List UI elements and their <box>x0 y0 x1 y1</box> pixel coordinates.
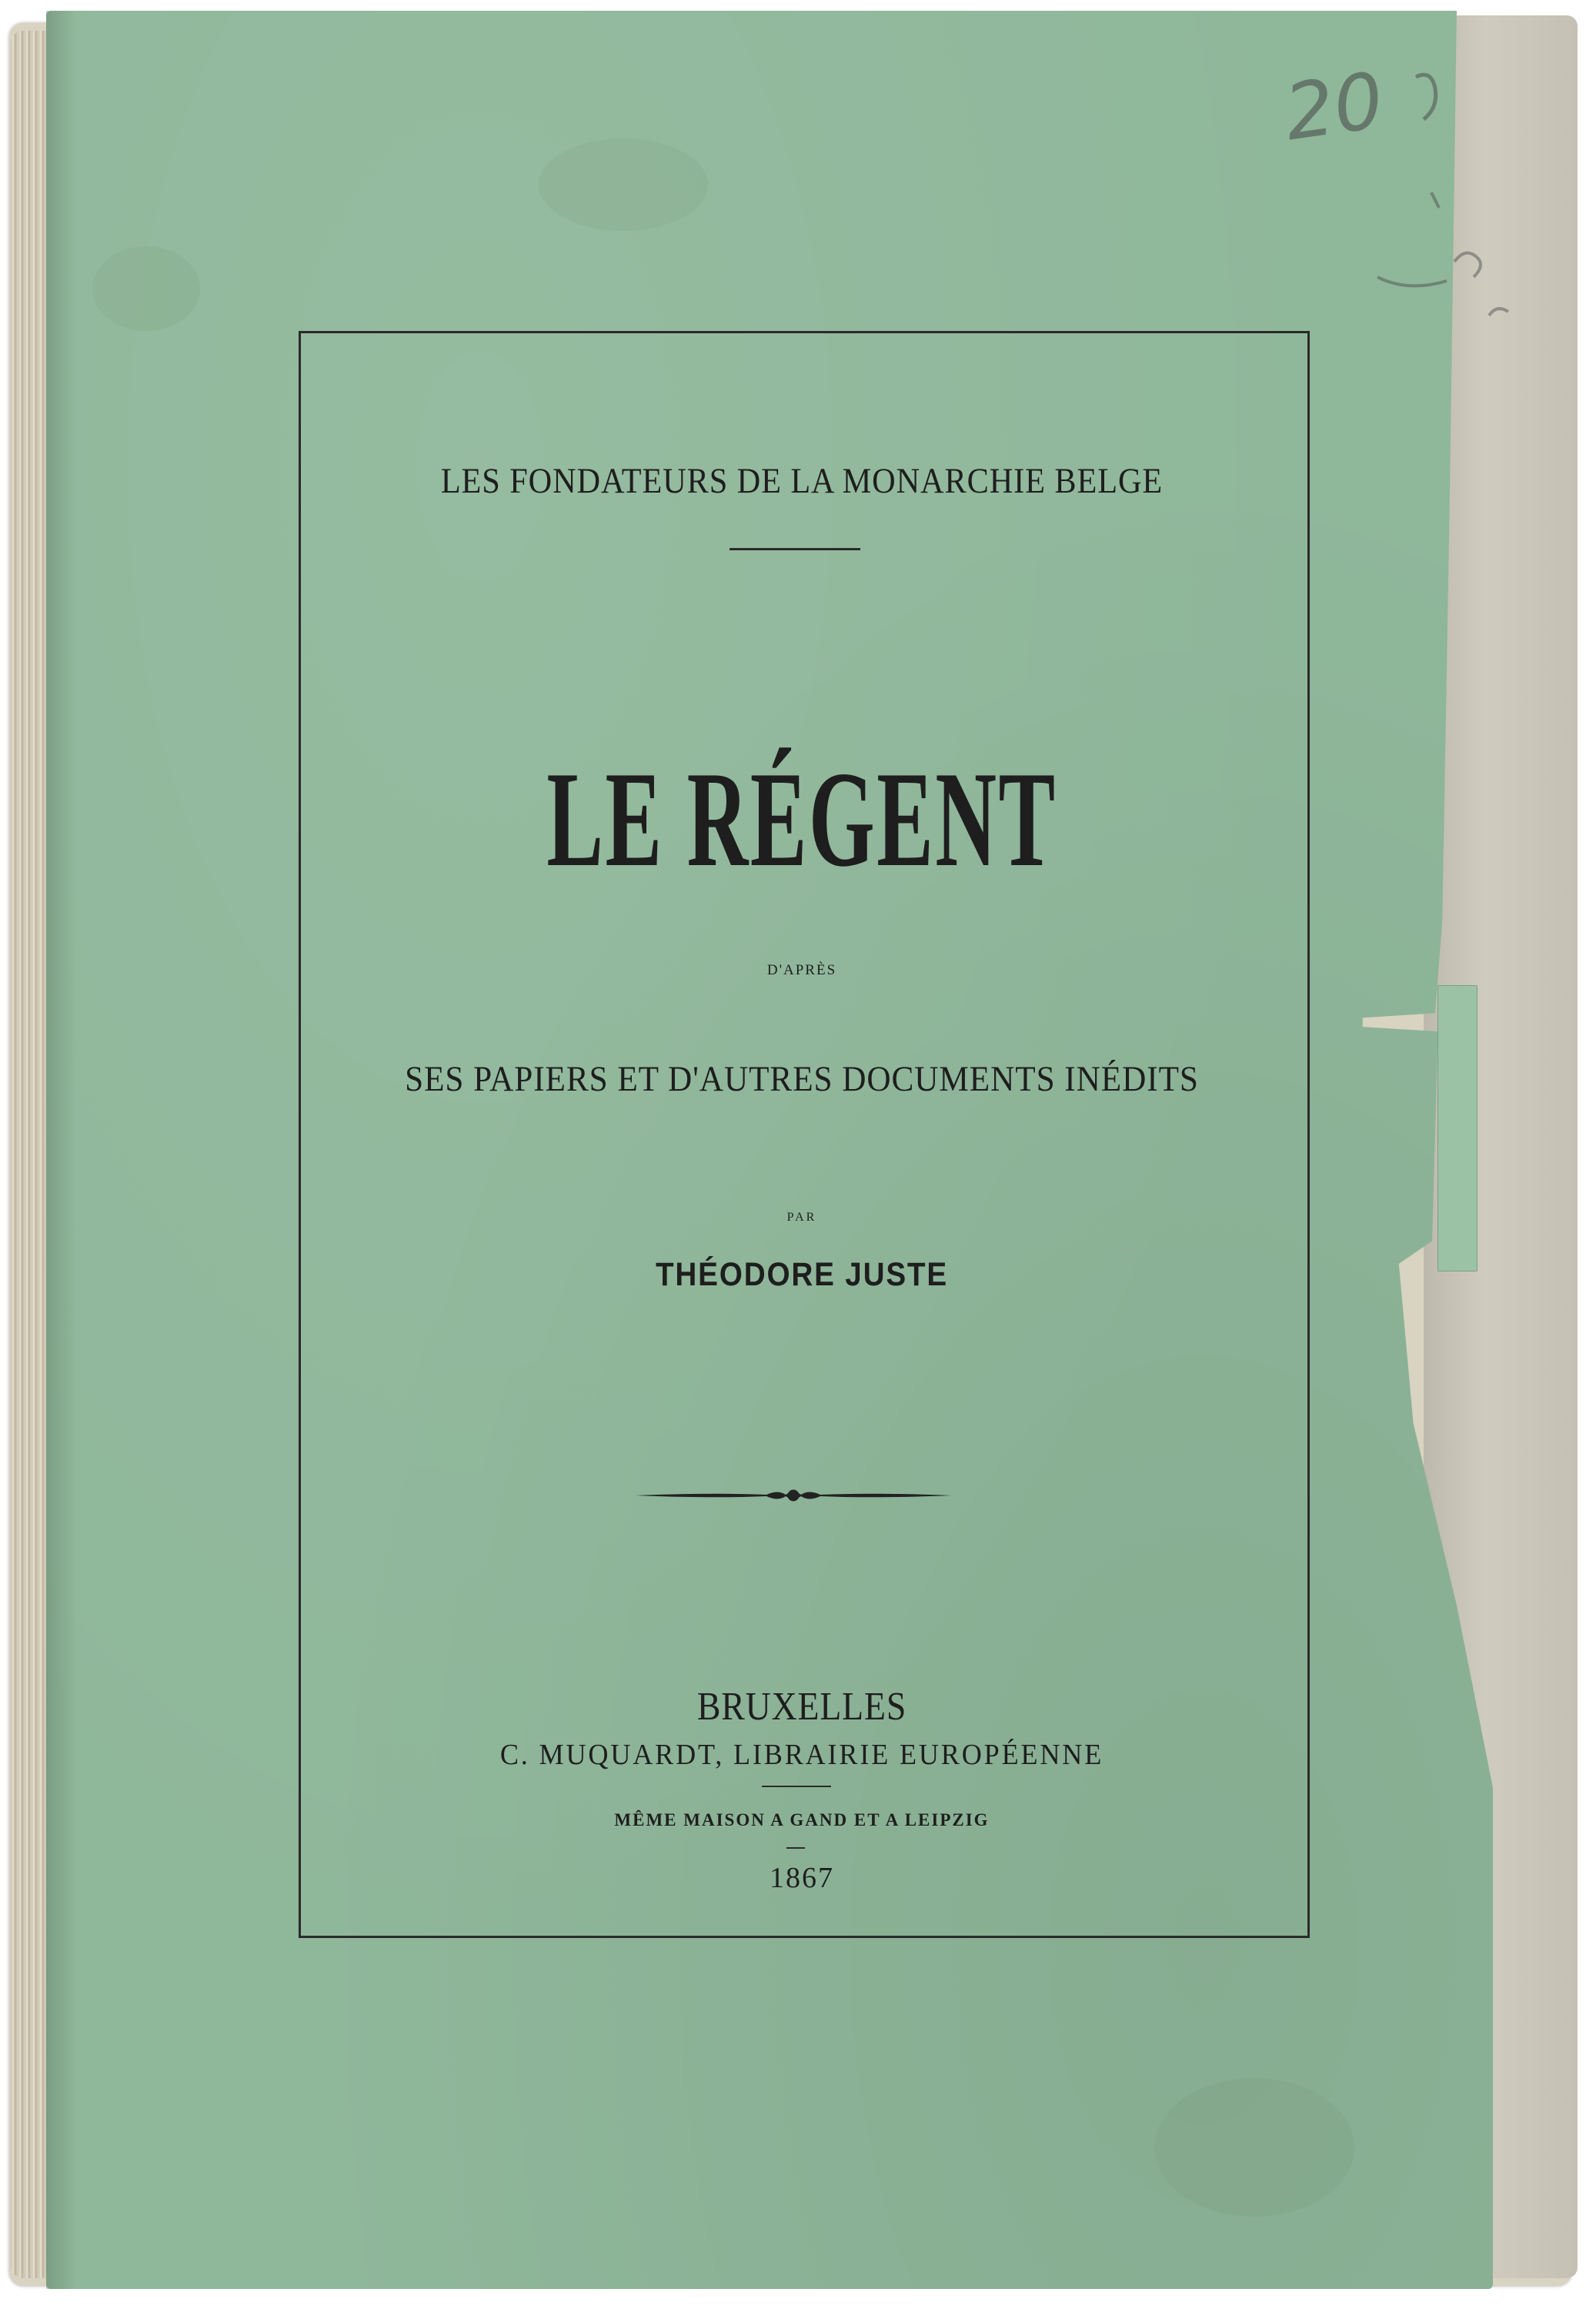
cover-stain <box>539 139 708 231</box>
pencil-annotation <box>1270 46 1524 354</box>
publisher-branches: MÊME MAISON A GAND ET A LEIPZIG <box>614 1810 990 1829</box>
cover-stain <box>92 246 200 331</box>
series-rule <box>730 548 860 550</box>
book-title: LE RÉGENT <box>546 743 1057 895</box>
series-title: LES FONDATEURS DE LA MONARCHIE BELGE <box>440 461 1164 501</box>
pencil-annotation-text: 20 <box>1279 55 1389 159</box>
publication-city: BRUXELLES <box>696 1685 907 1729</box>
preposition-label: D'APRÈS <box>766 962 837 978</box>
author-name: THÉODORE JUSTE <box>655 1256 948 1293</box>
spine-shade <box>46 11 77 2289</box>
by-label: PAR <box>786 1211 817 1224</box>
book-subtitle: SES PAPIERS ET D'AUTRES DOCUMENTS INÉDITS <box>405 1059 1199 1099</box>
pencil-marks <box>1270 46 1524 354</box>
publisher-name: C. MUQUARDT, LIBRAIRIE EUROPÉENNE <box>499 1739 1104 1771</box>
publication-year: 1867 <box>770 1862 834 1894</box>
ornament-divider <box>636 1482 951 1509</box>
year-rule <box>786 1847 805 1849</box>
publisher-rule <box>762 1786 831 1787</box>
cover-stain <box>1154 2078 1354 2217</box>
cover-tab-strip <box>1437 985 1477 1271</box>
